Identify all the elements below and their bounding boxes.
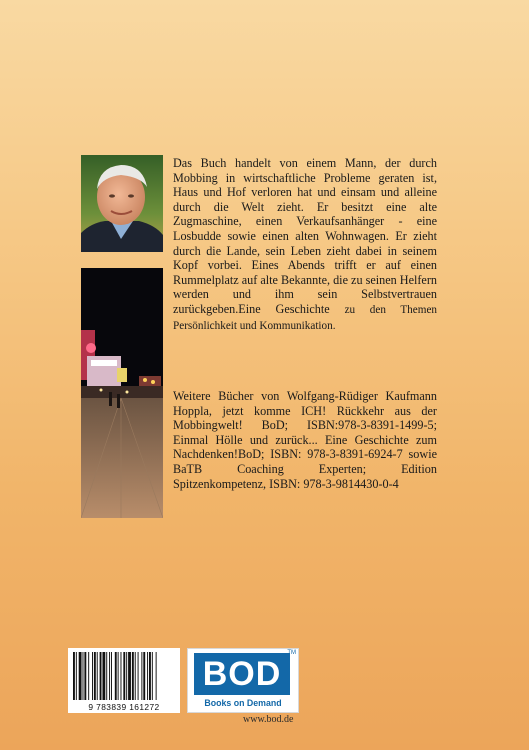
isbn-barcode — [68, 648, 180, 713]
more-books-text: Weitere Bücher von Wolfgang-Rüdiger Kaufmann Hoppla, jetzt komme ICH! Rückkehr aus der Mobbingwelt! BoD; ISBN:978-3-8391-1499-5; Einmal Hölle und zurück... Eine Geschichte zum Nachdenken!BoD; ISBN: 978-3-8391-6924-7 sowie BaTB Coaching Experten; Edition Spitzenkompetenz, ISBN: 978-3-9814430-0-4 — [173, 389, 437, 491]
book-description-main: Das Buch handelt von einem Mann, der durch Mobbing in wirtschaftliche Probleme geraten ist, Haus und Hof verloren hat und einsam und alleine durch die Welt zieht. Er besitzt eine alte Zugmaschine, einen Verkaufsanhänger - eine Losbudde sowie einen alten Wohnwagen. Er zieht durch die Lande, sein Leben zieht dabei in seinem Kopf vorbei. Eines Abends trifft er auf einen Rummelplatz auf alte Bekannte, die zu seinen Helfern werden und ihm sein Selbstvertrauen zurückgeben.Eine Geschichte — [173, 156, 437, 316]
bod-logo-mark: BOD — [194, 653, 290, 695]
book-description — [173, 156, 437, 333]
author-portrait-photo — [81, 155, 163, 252]
book-description-tail: zu den Themen Persönlichkeit und Kommunikation. — [173, 303, 438, 332]
bod-logo-subtitle: Books on Demand — [204, 698, 282, 708]
bod-logo — [187, 648, 299, 713]
night-funfair-photo — [81, 268, 163, 518]
barcode-bars — [68, 648, 180, 702]
website-link[interactable]: www.bod.de — [243, 714, 294, 725]
barcode-number: 9 783839 161272 — [88, 702, 160, 712]
bod-logo-tm: TM — [287, 650, 296, 656]
